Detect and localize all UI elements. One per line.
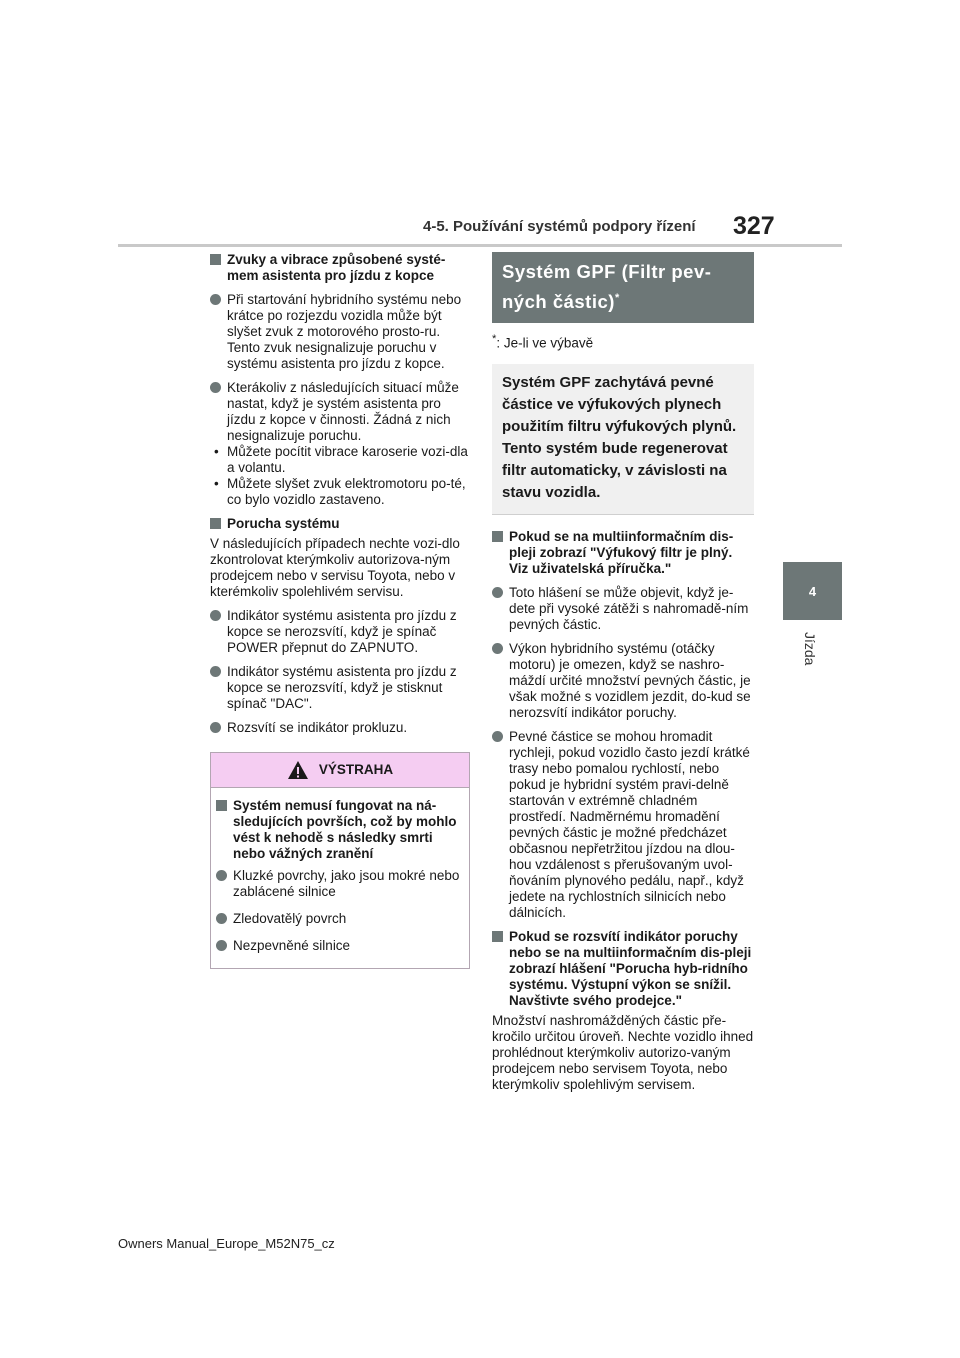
square-bullet-icon — [210, 254, 221, 265]
warning-box — [210, 752, 470, 969]
list-item: Rozsvítí se indikátor prokluzu. — [210, 720, 472, 736]
list-item: Kluzké povrchy, jako jsou mokré nebo zablácené silnice — [216, 868, 461, 900]
list-item: Indikátor systému asistenta pro jízdu z kopce se nerozsvítí, když je spínač POWER přepnut do ZAPNUTO. — [210, 608, 472, 656]
square-bullet-icon — [210, 518, 221, 529]
sub-bullet-marker: • — [214, 444, 219, 459]
circle-bullet-icon — [210, 382, 221, 393]
list-item: Kterákoliv z následujících situací může nastat, když je systém asistenta pro jízdu z kopce v činnosti. Žádná z nich nesignalizuje poruchu. — [210, 380, 472, 444]
list-item: Toto hlášení se může objevit, když je-dete při vysoké zátěži s nahromadě-ním pevných částic. — [492, 585, 754, 633]
list-item: Zledovatělý povrch — [216, 911, 461, 927]
circle-bullet-icon — [216, 913, 227, 924]
paragraph: Množství nashromážděných částic pře-kročilo určitou úroveň. Nechte vozidlo ihned prohlédnout kterýmkoliv autorizo-vaným prodejcem nebo servisem Toyota, nebo kterýmkoliv spolehlivým servisem. — [492, 1012, 754, 1092]
circle-bullet-icon — [210, 722, 221, 733]
list-item: Nezpevněné silnice — [216, 938, 461, 954]
circle-bullet-icon — [210, 666, 221, 677]
page-number: 327 — [733, 212, 775, 240]
section-heading: Pokud se rozsvítí indikátor poruchy nebo se na multiinformačním dis-pleji zobrazí hlášení "Porucha hyb-ridního systému. Výstupní výkon se snížil. Navštivte svého prodejce." — [492, 929, 754, 1009]
footnote: *: Je-li ve výbavě — [492, 333, 594, 351]
circle-bullet-icon — [216, 870, 227, 881]
left-column — [210, 252, 472, 969]
circle-bullet-icon — [492, 643, 503, 654]
paragraph: V následujících případech nechte vozi-dlo zkontrolovat kterýmkoliv autorizova-ným prodejcem nebo v servisu Toyota, nebo v kterémkoliv spolehlivém servisu. — [210, 536, 460, 599]
sub-bullet-marker: • — [214, 476, 219, 491]
warning-header — [211, 753, 469, 788]
circle-bullet-icon — [492, 587, 503, 598]
circle-bullet-icon — [216, 940, 227, 951]
square-bullet-icon — [492, 931, 503, 942]
square-bullet-icon — [216, 800, 227, 811]
list-item: Při startování hybridního systému nebo krátce po rozjezdu vozidla může být slyšet zvuk z motorového prosto-ru. Tento zvuk nesignalizuje poruchu v systému asistenta pro jízdu z kopce. — [210, 292, 472, 372]
right-column — [492, 252, 754, 1101]
section-heading: Porucha systému — [210, 516, 472, 532]
circle-bullet-icon — [492, 731, 503, 742]
chapter-tab-label-text: Jízda — [802, 632, 818, 666]
section-header: 4-5. Používání systémů podpory řízení — [423, 218, 696, 235]
warning-title: VÝSTRAHA — [318, 762, 394, 777]
square-bullet-icon — [492, 531, 503, 542]
circle-bullet-icon — [210, 294, 221, 305]
warning-heading: Systém nemusí fungovat na ná-sledujících površích, což by mohlo vést k nehodě s následky smrti nebo vážných zranění — [216, 798, 461, 862]
header-divider — [118, 244, 842, 247]
chapter-tab-number: 4 — [808, 583, 817, 599]
sub-list-item: • Můžete slyšet zvuk elektromotoru po-té, co bylo vozidlo zastaveno. — [214, 476, 466, 507]
gpf-title-banner: Systém GPF (Filtr pev-ných částic)* — [492, 252, 754, 323]
warning-body — [211, 788, 469, 968]
footer-text: Owners Manual_Europe_M52N75_cz — [118, 1236, 335, 1251]
list-item: Výkon hybridního systému (otáčky motoru) je omezen, když se nashro-máždí určité množství pevných částic, je však možné s vozidlem jezdit, do-kud se nerozsvítí indikátor poruchy. — [492, 641, 754, 721]
chapter-tab-label — [800, 632, 822, 692]
gpf-intro-box: Systém GPF zachytává pevné částice ve výfukových plynech použitím filtru výfukových plynů. Tento systém bude regenerovat filtr automaticky, v závislosti na stavu vozidla. — [492, 364, 754, 515]
warning-triangle-icon — [287, 760, 309, 780]
section-heading: Pokud se na multiinformačním dis-pleji zobrazí "Výfukový filtr je plný. Viz uživatelská příručka." — [492, 529, 754, 577]
list-item: Pevné částice se mohou hromadit rychleji, pokud vozidlo často jezdí krátké trasy nebo pomalou rychlostí, nebo pokud je hybridní systém pravi-delně startován v extrémně chladném prostředí. Nadměrnému hromadění pevných částic je možné předcházet občasnou nepřetržitou jízdou na dlou-hou vzdálenost s přerušovaným uvol-ňováním plynového pedálu, např., když jedete na rychlostních silnicích nebo dálnicích. — [492, 729, 754, 921]
sub-list-item: • Můžete pocítit vibrace karoserie vozi-dla a volantu. — [214, 444, 468, 475]
chapter-tab[interactable] — [783, 562, 842, 620]
section-heading: Zvuky a vibrace způsobené systé-mem asistenta pro jízdu z kopce — [210, 252, 472, 284]
circle-bullet-icon — [210, 610, 221, 621]
list-item: Indikátor systému asistenta pro jízdu z kopce se nerozsvítí, když je stisknut spínač "DAC". — [210, 664, 472, 712]
